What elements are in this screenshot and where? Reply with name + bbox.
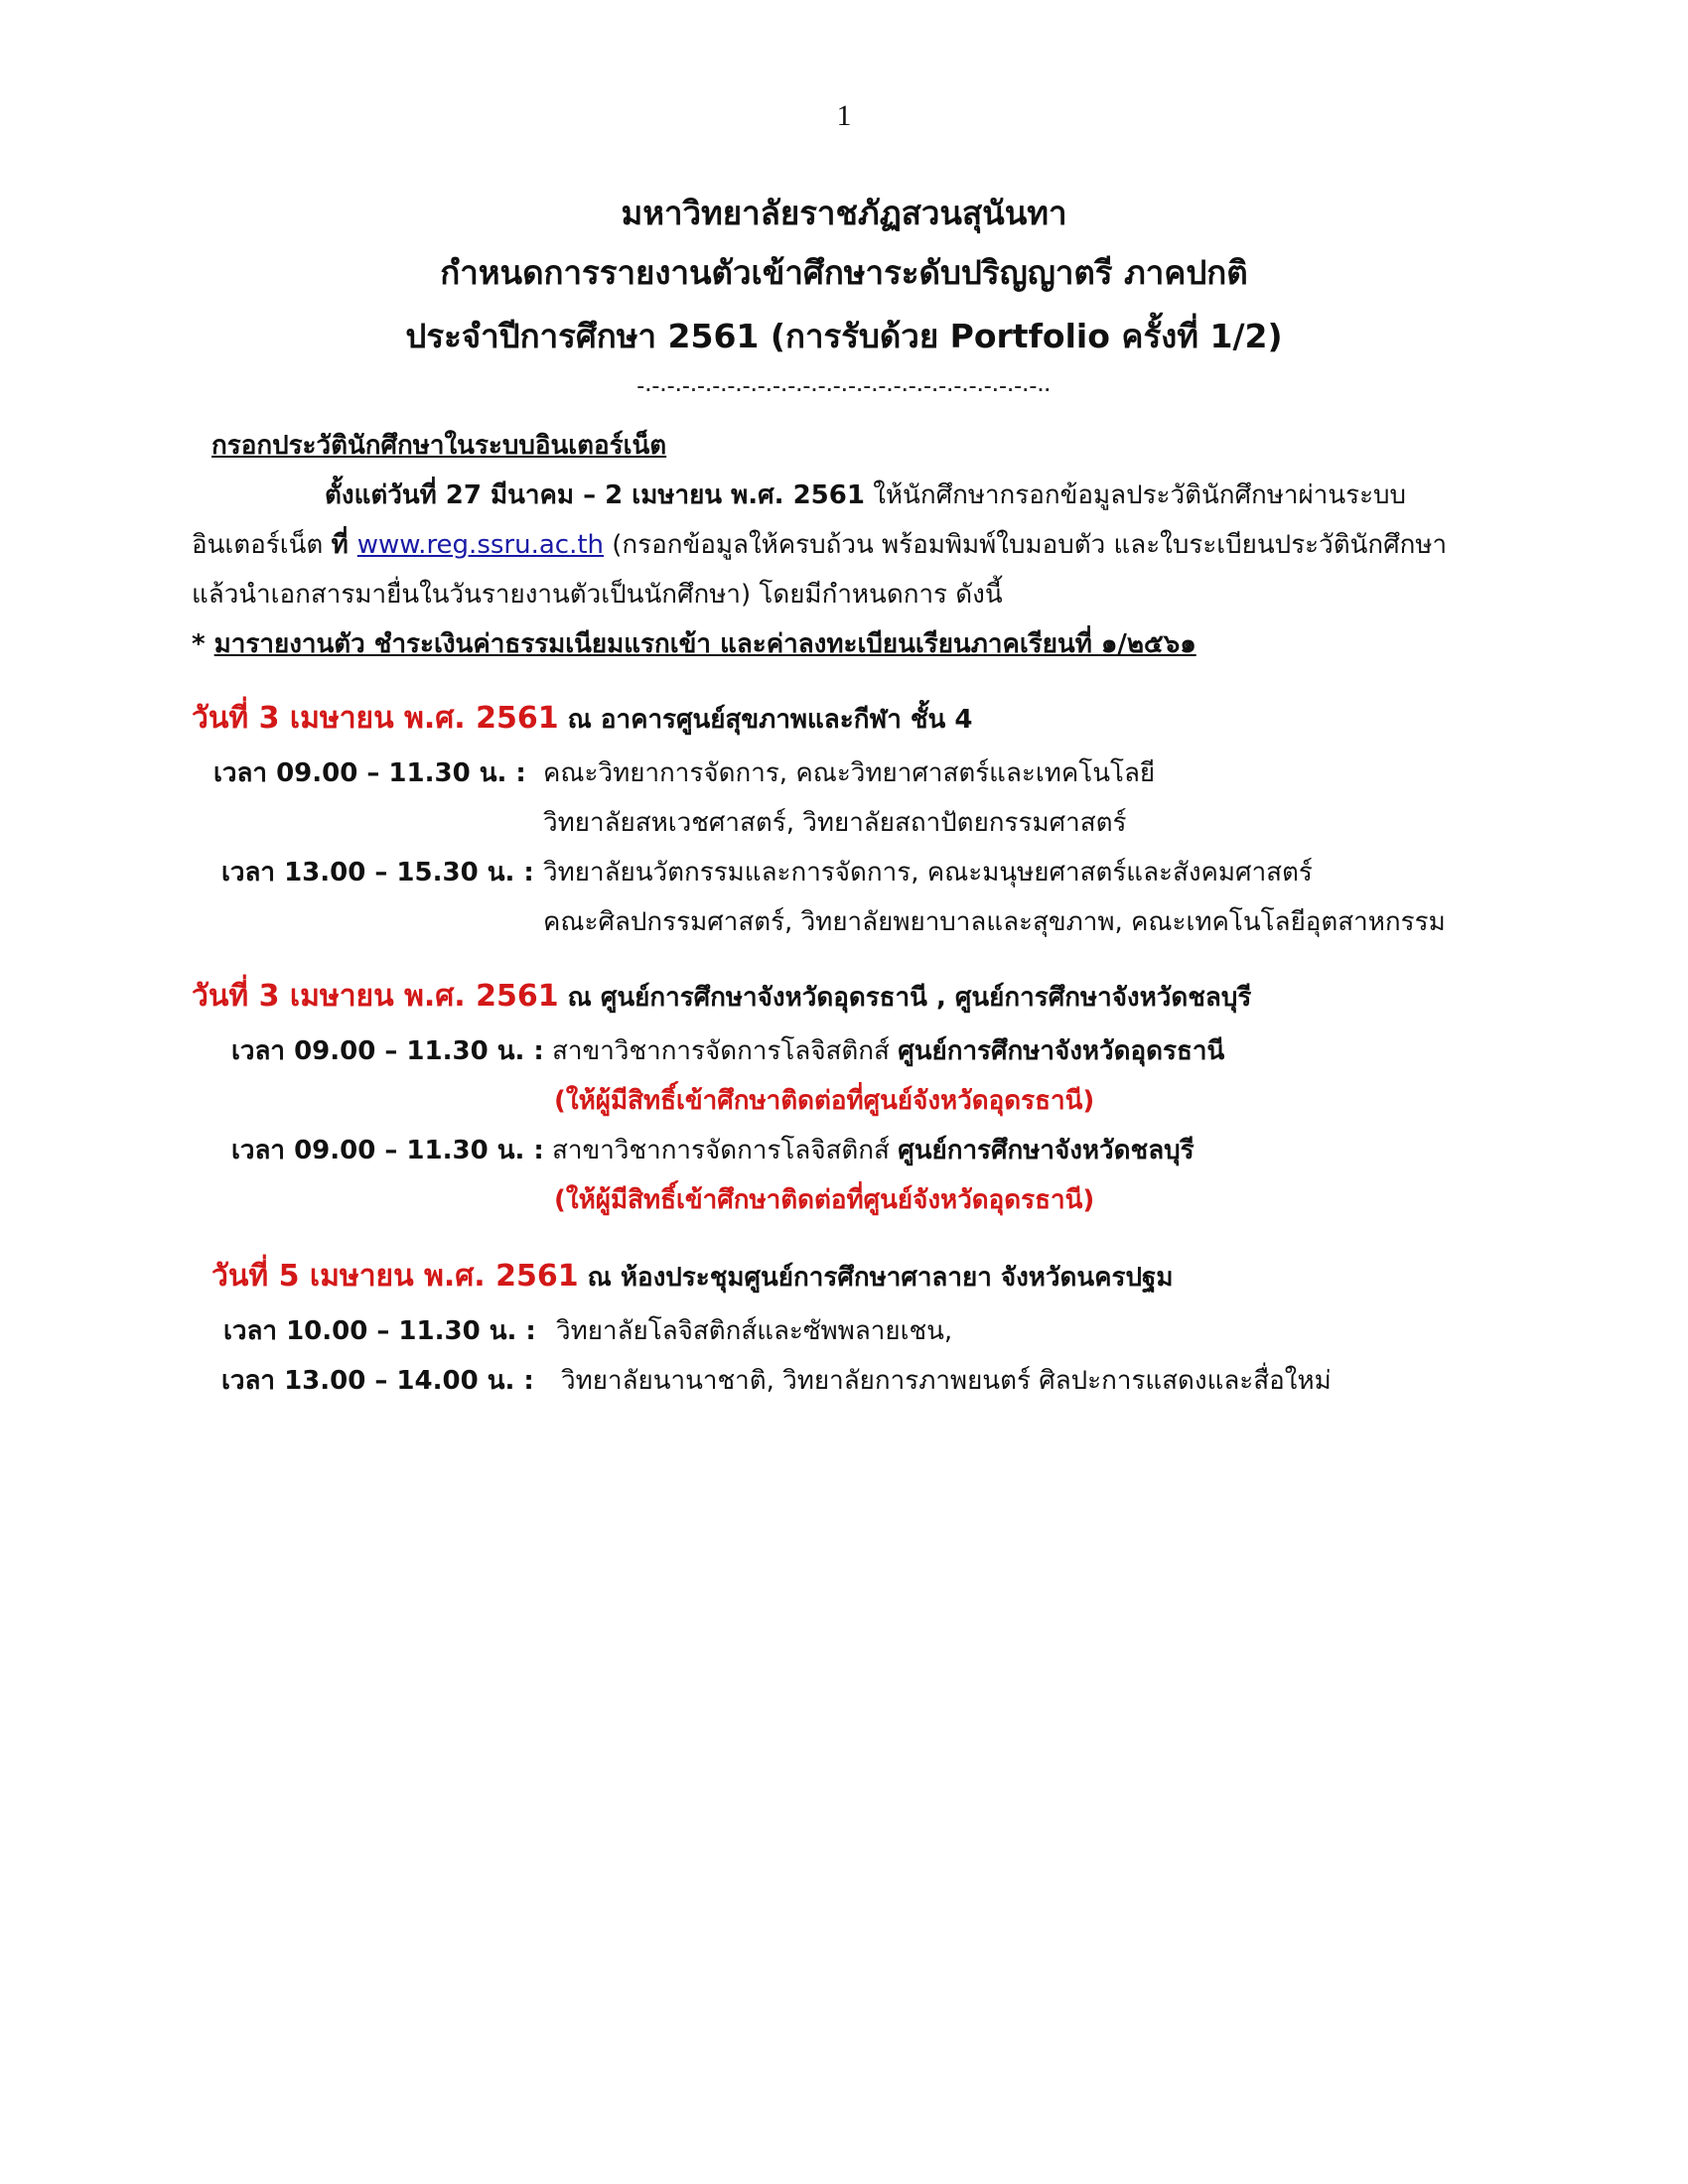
title-schedule: กำหนดการรายงานตัวเข้าศึกษาระดับปริญญาตรี ภาคปกติ: [440, 253, 1248, 292]
intro-line-1-text: ให้นักศึกษากรอกข้อมูลประวัตินักศึกษาผ่านระบบ: [864, 480, 1407, 510]
time-slot: เวลา 09.00 – 11.30 น. :: [231, 1036, 544, 1066]
time-slot: เวลา 10.00 – 11.30 น. :: [223, 1316, 536, 1346]
intro-line-2-prefix: อินเตอร์เน็ต: [192, 530, 332, 560]
schedule-date: วันที่ 5 เมษายน พ.ศ. 2561: [211, 1259, 579, 1294]
time-slot: เวลา 09.00 – 11.30 น. :: [231, 1136, 544, 1165]
schedule-date: วันที่ 3 เมษายน พ.ศ. 2561: [192, 979, 559, 1014]
title-year: ประจำปีการศึกษา 2561 (การรับด้วย Portfolio ครั้งที่ 1/2): [405, 317, 1283, 355]
intro-line-2: [192, 524, 1447, 565]
page-number: 1: [836, 99, 852, 132]
schedule-date-header: [211, 1253, 1174, 1299]
program-line: [552, 1030, 1224, 1071]
time-slot: เวลา 13.00 – 15.30 น. :: [221, 858, 534, 887]
schedule-date-header: [192, 973, 1251, 1020]
schedule-venue: ณ ห้องประชุมศูนย์การศึกษาศาลายา จังหวัดนครปฐม: [578, 1263, 1174, 1293]
program-name: สาขาวิชาการจัดการโลจิสติกส์: [552, 1036, 899, 1066]
faculty-line: วิทยาลัยนวัตกรรมและการจัดการ, คณะมนุษยศาสตร์และสังคมศาสตร์: [543, 858, 1313, 887]
program-line: [552, 1130, 1195, 1170]
program-name: สาขาวิชาการจัดการโลจิสติกส์: [552, 1136, 899, 1165]
contact-note: (ให้ผู้มีสิทธิ์เข้าศึกษาติดต่อที่ศูนย์จังหวัดอุดรธานี): [554, 1086, 1095, 1116]
contact-note: (ให้ผู้มีสิทธิ์เข้าศึกษาติดต่อที่ศูนย์จังหวัดอุดรธานี): [554, 1185, 1095, 1215]
center-name: ศูนย์การศึกษาจังหวัดอุดรธานี: [898, 1036, 1225, 1066]
faculty-line: วิทยาลัยโลจิสติกส์และซัพพลายเชน,: [556, 1316, 953, 1346]
schedule-venue: ณ อาคารศูนย์สุขภาพและกีฬา ชั้น 4: [558, 705, 973, 735]
title-university: มหาวิทยาลัยราชภัฏสวนสุนันทา: [621, 194, 1067, 232]
faculty-line: คณะศิลปกรรมศาสตร์, วิทยาลัยพยาบาลและสุขภาพ, คณะเทคโนโลยีอุตสาหกรรม: [543, 907, 1446, 937]
intro-line-3: แล้วนำเอกสารมายื่นในวันรายงานตัวเป็นนักศึกษา) โดยมีกำหนดการ ดังนี้: [192, 580, 1003, 610]
schedule-date-header: [192, 695, 972, 742]
faculty-line: วิทยาลัยนานาชาติ, วิทยาลัยการภาพยนตร์ ศิลปะการแสดงและสื่อใหม่: [561, 1366, 1332, 1396]
time-slot: เวลา 09.00 – 11.30 น. :: [213, 758, 526, 788]
time-slot: เวลา 13.00 – 14.00 น. :: [221, 1366, 534, 1396]
registration-period: ตั้งแต่วันที่ 27 มีนาคม – 2 เมษายน พ.ศ. 2561: [325, 480, 865, 510]
faculty-line: วิทยาลัยสหเวชศาสตร์, วิทยาลัยสถาปัตยกรรมศาสตร์: [543, 808, 1127, 838]
schedule-venue: ณ ศูนย์การศึกษาจังหวัดอุดรธานี , ศูนย์การศึกษาจังหวัดชลบุรี: [558, 983, 1252, 1013]
note-text: มารายงานตัว ชำระเงินค่าธรรมเนียมแรกเข้า และค่าลงทะเบียนเรียนภาคเรียนที่ ๑/๒๕๖๑: [213, 629, 1196, 659]
intro-line-2-bold: ที่: [331, 530, 357, 560]
schedule-date: วันที่ 3 เมษายน พ.ศ. 2561: [192, 701, 559, 736]
faculty-line: คณะวิทยาการจัดการ, คณะวิทยาศาสตร์และเทคโนโลยี: [543, 758, 1156, 788]
intro-line-2-text: (กรอกข้อมูลให้ครบถ้วน พร้อมพิมพ์ใบมอบตัว และใบระเบียนประวัตินักศึกษา: [604, 530, 1448, 560]
intro-heading: กรอกประวัตินักศึกษาในระบบอินเตอร์เน็ต: [211, 431, 667, 461]
intro-note: [192, 623, 1196, 664]
center-name: ศูนย์การศึกษาจังหวัดชลบุรี: [898, 1136, 1195, 1165]
note-star: *: [192, 629, 214, 659]
intro-line-1: [325, 475, 1406, 515]
title-divider: –.–.–.–.–.–.–.–.–.–.–.–.–.–.–.–.–.–.–.–.–.–.–.–.–.–.–..: [636, 377, 1052, 395]
registration-website-link[interactable]: www.reg.ssru.ac.th: [356, 530, 605, 560]
